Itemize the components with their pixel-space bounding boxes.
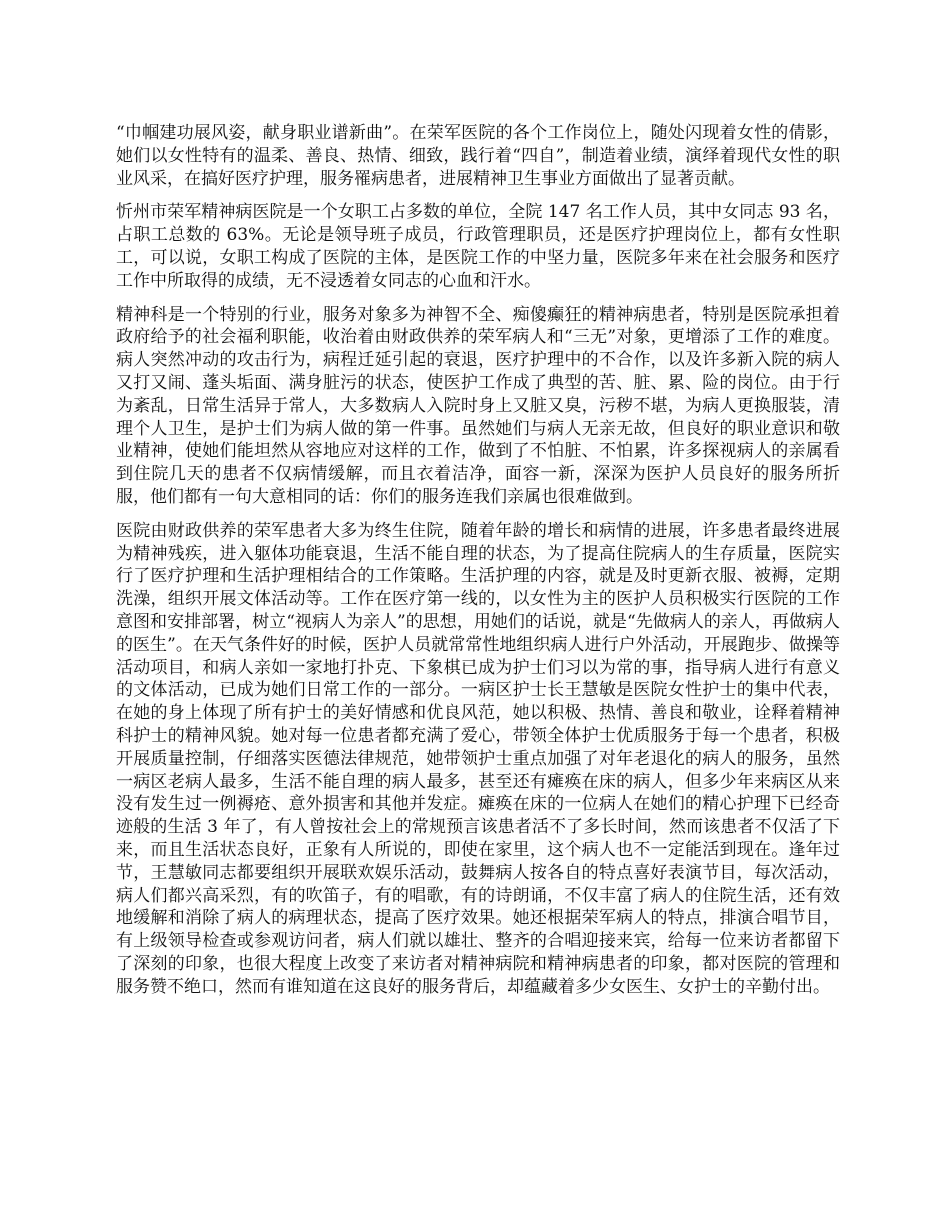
paragraph-hospital-staff: 忻州市荣军精神病医院是一个女职工占多数的单位，全院 147 名工作人员，其中女同志 93 名，占职工总数的 63%。无论是领导班子成员，行政管理职员，还是医疗护理岗位上，都有女性职工，可以说，女职工构成了医院的主体，是医院工作的中坚力量，医院多年来在社会服务和医疗工作中所取得的成绩，无不浸透着女同志的心血和汗水。 — [116, 202, 840, 291]
paragraph-psychiatry-work: 精神科是一个特别的行业，服务对象多为神智不全、痴傻癫狂的精神病患者，特别是医院承担着政府给予的社会福利职能，收治着由财政供养的荣军病人和“三无”对象，更增添了工作的难度。病人突然冲动的攻击行为，病程迁延引起的衰退，医疗护理中的不合作，以及许多新入院的病人又打又闹、蓬头垢面、满身脏污的状态，使医护工作成了典型的苦、脏、累、险的岗位。由于行为紊乱，日常生活异于常人，大多数病人入院时身上又脏又臭，污秽不堪，为病人更换服装，清理个人卫生，是护士们为病人做的第一件事。虽然她们与病人无亲无故，但良好的职业意识和敬业精神，使她们能坦然从容地应对这样的工作，做到了不怕脏、不怕累，许多探视病人的亲属看到住院几天的患者不仅病情缓解，而且衣着洁净，面容一新，深深为医护人员良好的服务所折服，他们都有一句大意相同的话：你们的服务连我们亲属也很难做到。 — [116, 304, 840, 507]
paragraph-intro: “巾帼建功展风姿，献身职业谱新曲”。在荣军医院的各个工作岗位上，随处闪现着女性的倩影，她们以女性特有的温柔、善良、热情、细致，践行着“四自”，制造着业绩，演绎着现代女性的职业风采，在搞好医疗护理，服务罹病患者，进展精神卫生事业方面做出了显著贡献。 — [116, 123, 840, 189]
document-body — [116, 122, 840, 1009]
paragraph-life-nursing: 医院由财政供养的荣军患者大多为终生住院，随着年龄的增长和病情的进展，许多患者最终进展为精神残疾，进入躯体功能衰退，生活不能自理的状态，为了提高住院病人的生存质量，医院实行了医疗护理和生活护理相结合的工作策略。生活护理的内容，就是及时更新衣服、被褥，定期洗澡，组织开展文体活动等。工作在医疗第一线的，以女性为主的医护人员积极实行医院的工作意图和安排部署，树立“视病人为亲人”的思想，用她们的话说，就是“先做病人的亲人，再做病人的医生”。在天气条件好的时候，医护人员就常常性地组织病人进行户外活动，开展跑步、做操等活动项目，和病人亲如一家地打扑克、下象棋已成为护士们习以为常的事，指导病人进行有意义的文体活动，已成为她们日常工作的一部分。一病区护士长王慧敏是医院女性护士的集中代表，在她的身上体现了所有护士的美好情感和优良风范，她以积极、热情、善良和敬业，诠释着精神科护士的精神风貌。她对每一位患者都充满了爱心，带领全体护士优质服务于每一个患者，积极开展质量控制，仔细落实医德法律规范，她带领护士重点加强了对年老退化的病人的服务，虽然一病区老病人最多，生活不能自理的病人最多，甚至还有瘫痪在床的病人，但多少年来病区从来没有发生过一例褥疮、意外损害和其他并发症。瘫痪在床的一位病人在她们的精心护理下已经奇迹般的生活 3 年了，有人曾按社会上的常规预言该患者活不了多长时间，然而该患者不仅活了下来，而且生活状态良好，正象有人所说的，即使在家里，这个病人也不一定能活到现在。逢年过节，王慧敏同志都要组织开展联欢娱乐活动，鼓舞病人按各自的特点喜好表演节目，每次活动，病人们都兴高采烈，有的吹笛子，有的唱歌，有的诗朗诵，不仅丰富了病人的住院生活，还有效地缓解和消除了病人的病理状态，提高了医疗效果。她还根据荣军病人的特点，排演合唱节目，有上级领导检查或参观访问者，病人们就以雄壮、整齐的合唱迎接来宾，给每一位来访者都留下了深刻的印象，也很大程度上改变了来访者对精神病院和精神病患者的印象，都对医院的管理和服务赞不绝口，然而有谁知道在这良好的服务背后，却蕴藏着多少女医生、女护士的辛勤付出。 — [116, 520, 840, 997]
